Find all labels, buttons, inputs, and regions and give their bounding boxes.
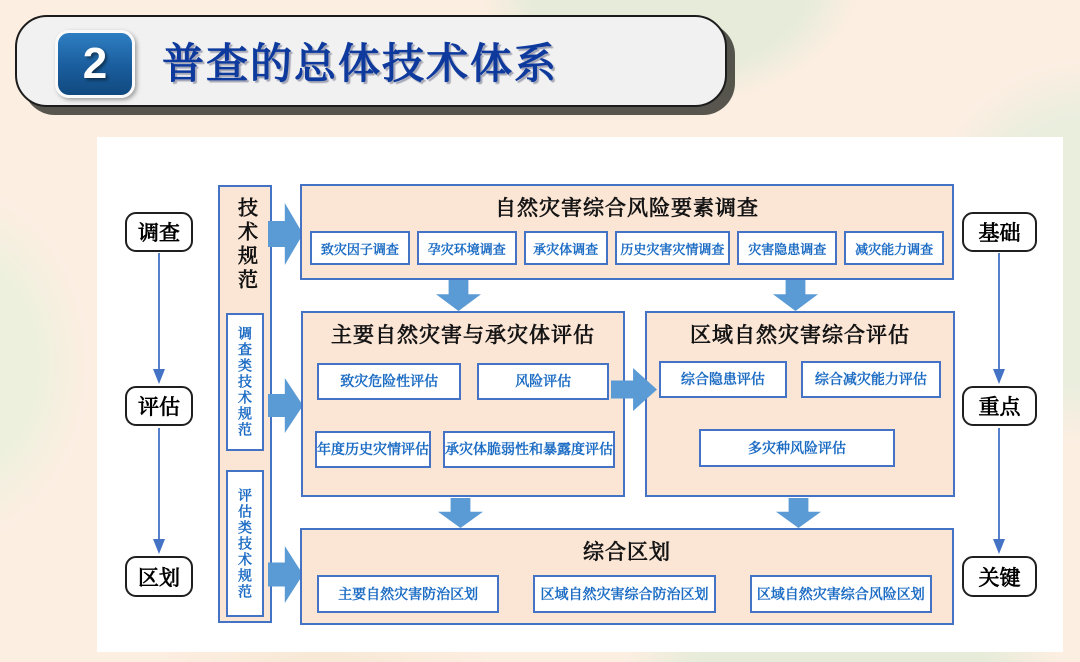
risk-element-survey-title: 自然灾害综合风险要素调查 (495, 197, 759, 220)
line-arrow-down-icon (992, 253, 1006, 384)
comprehensive-zoning-box (300, 528, 954, 625)
survey-spec-box: 调查类技术规范 (226, 313, 264, 451)
survey-item: 历史灾害灾情调查 (615, 231, 731, 265)
survey-item: 减灾能力调查 (844, 231, 944, 265)
assessment-item: 多灾种风险评估 (699, 429, 895, 467)
hazard-assessment-title: 主要自然灾害与承灾体评估 (331, 324, 595, 347)
comprehensive-zoning-title: 综合区划 (583, 541, 671, 564)
assessment-item: 承灾体脆弱性和暴露度评估 (443, 431, 615, 468)
regional-assessment-title: 区域自然灾害综合评估 (690, 324, 910, 347)
assessment-spec-box: 评估类技术规范 (226, 470, 264, 617)
line-arrow-down-icon (152, 253, 166, 384)
slide-title: 普查的总体技术体系 (162, 40, 559, 87)
zoning-item: 区域自然灾害综合防治区划 (533, 575, 715, 613)
regional-assessment-box (645, 311, 955, 497)
survey-item: 致灾因子调查 (310, 231, 410, 265)
section-number-badge: 2 (55, 30, 135, 98)
hazard-assessment-box (301, 311, 625, 497)
line-arrow-down-icon (152, 428, 166, 554)
assessment-item: 综合隐患评估 (659, 361, 787, 398)
assessment-item: 综合减灾能力评估 (801, 361, 941, 398)
stage-zoning: 区划 (125, 556, 193, 597)
tech-spec-strip-title: 技术规范 (234, 197, 257, 293)
zoning-item: 主要自然灾害防治区划 (317, 575, 499, 613)
stage-critical: 关键 (962, 556, 1037, 597)
survey-item: 孕灾环境调查 (417, 231, 517, 265)
survey-item: 灾害隐患调查 (737, 231, 837, 265)
assessment-item: 致灾危险性评估 (317, 363, 461, 400)
risk-element-survey-box (300, 184, 954, 280)
stage-key-focus: 重点 (962, 386, 1037, 426)
stage-survey: 调查 (125, 212, 193, 252)
zoning-item: 区域自然灾害综合风险区划 (750, 575, 932, 613)
assessment-item: 年度历史灾情评估 (315, 431, 431, 468)
assessment-item: 风险评估 (477, 363, 609, 400)
survey-item: 承灾体调查 (524, 231, 608, 265)
stage-assessment: 评估 (125, 386, 193, 426)
stage-foundation: 基础 (962, 212, 1037, 252)
slide-title-banner (15, 15, 727, 107)
tech-spec-strip (218, 185, 272, 623)
line-arrow-down-icon (992, 428, 1006, 554)
